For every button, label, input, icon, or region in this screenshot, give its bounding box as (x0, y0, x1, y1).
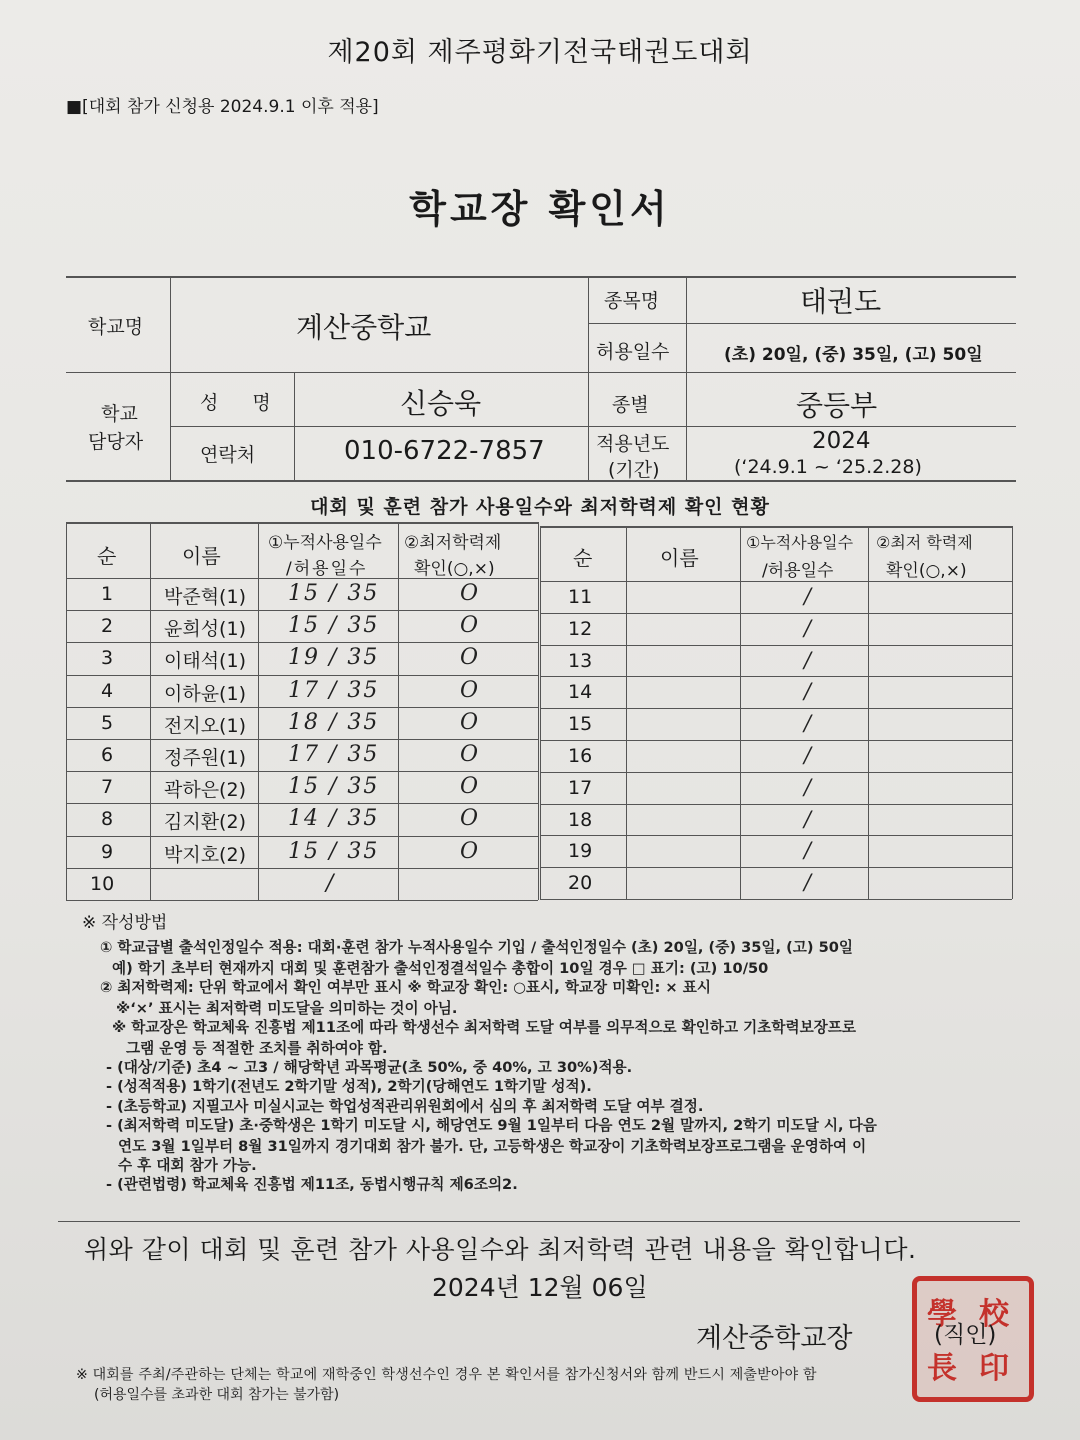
grid-line (540, 676, 1012, 677)
grid-line (626, 526, 627, 899)
row-number: 11 (568, 586, 593, 608)
header-check-left-1: ②최저학력제 (404, 533, 502, 553)
days-entry: 17 / 35 (288, 742, 380, 767)
footer-note-1: ※ 대회를 주최/주관하는 단체는 학교에 재학중인 학생선수인 경우 본 확인서를 참가신청서와 함께 반드시 제출받아야 함 (76, 1367, 817, 1383)
student-name: 김지환(2) (164, 811, 246, 834)
grid-line (540, 581, 1012, 582)
method-line: ※‘×’ 표시는 최저학력 미도달을 의미하는 것이 아님. (116, 1000, 458, 1017)
header-check-right-2: 확인(○,×) (886, 561, 967, 581)
grid-line (398, 522, 399, 900)
grid-line (66, 836, 538, 837)
method-line: - (관련법령) 학교체육 진흥법 제11조, 동법시행규칙 제6조의2. (106, 1176, 518, 1193)
grid-line (150, 522, 151, 900)
school-value: 계산중학교 (296, 311, 432, 344)
header-name-right: 이름 (660, 546, 699, 570)
grid-line (540, 613, 1012, 614)
year-label-1: 적용년도 (596, 433, 670, 455)
document-title: 학교장 확인서 (409, 187, 671, 231)
row-number: 10 (90, 872, 115, 895)
header-check-left-2: 확인(○,×) (414, 559, 495, 579)
header-days-left-1: ①누적사용일수 (268, 533, 382, 553)
grid-line (540, 526, 1012, 528)
grid-line (66, 642, 538, 643)
student-name: 윤희성(1) (164, 618, 246, 641)
days-entry: 18 / 35 (288, 709, 380, 735)
grid-line (868, 526, 869, 899)
check-mark: O (460, 709, 479, 735)
method-heading: ※ 작성방법 (82, 913, 168, 933)
row-number: 4 (101, 679, 114, 702)
days-entry: 15 / 35 (288, 613, 380, 639)
grid-line (66, 868, 538, 869)
allowed-label: 허용일수 (596, 341, 670, 363)
header-no-right: 순 (573, 546, 593, 570)
name-label: 성 명 (200, 392, 285, 414)
confirmation-statement: 위와 같이 대회 및 훈련 참가 사용일수와 최저학력 관련 내용을 확인합니다. (84, 1235, 917, 1264)
student-name: 곽하은(2) (164, 779, 246, 802)
year-label-2: (기간) (608, 459, 660, 481)
student-name: 이하윤(1) (164, 682, 246, 705)
division-label: 종별 (612, 394, 649, 416)
event-value: 태권도 (800, 285, 882, 318)
row-number: 20 (568, 872, 593, 895)
grid-line (540, 899, 1012, 900)
row-number: 1 (101, 583, 114, 605)
check-mark: O (460, 742, 479, 767)
days-entry: / (804, 615, 812, 640)
days-entry: / (804, 743, 812, 767)
days-entry: / (804, 774, 812, 799)
method-line: - (대상/기준) 초4 ~ 고3 / 해당학년 과목평균(초 50%, 중 40%, 고 30%)적용. (106, 1059, 633, 1076)
header-no-left: 순 (97, 544, 117, 568)
grid-line (540, 867, 1012, 868)
check-mark: O (460, 613, 479, 639)
days-entry: / (804, 870, 812, 895)
row-number: 12 (568, 617, 593, 640)
method-line: ① 학교급별 출석인정일수 적용: 대회·훈련 참가 누적사용일수 기입 / 출석인정일수 (초) 20일, (중) 35일, (고) 50일 (100, 939, 854, 956)
official-seal: 學 校 長 印 (912, 1276, 1034, 1402)
principal-title: 계산중학교장 (696, 1323, 853, 1354)
method-line: ※ 학교장은 학교체육 진흥법 제11조에 따라 학생선수 최저학력 도달 여부를 의무적으로 확인하고 기초학력보장프로 (112, 1019, 856, 1036)
name-value: 신승욱 (400, 387, 482, 420)
grid-line (66, 675, 538, 676)
row-number: 17 (568, 776, 593, 799)
row-number: 6 (101, 744, 114, 766)
days-entry: / (804, 806, 812, 831)
header-check-right-1: ②최저 학력제 (876, 533, 973, 552)
check-mark: O (460, 806, 479, 832)
days-entry: 15 / 35 (288, 581, 380, 606)
student-name: 정주원(1) (164, 747, 246, 769)
row-number: 9 (101, 840, 114, 863)
row-number: 8 (101, 808, 114, 831)
grid-line (66, 771, 538, 772)
grid-line (66, 900, 538, 901)
days-entry: 14 / 35 (288, 806, 380, 832)
check-mark: O (460, 645, 479, 671)
check-mark: O (460, 677, 479, 703)
days-entry: 19 / 35 (288, 645, 380, 671)
grid-line (740, 526, 741, 899)
period-value: (‘24.9.1 ~ ‘25.2.28) (734, 456, 922, 478)
student-name: 박지호(2) (164, 843, 246, 866)
grid-line (66, 739, 538, 740)
method-line: - (최저학력 미도달) 초·중학생은 1학기 미도달 시, 해당연도 9월 1일부터 다음 연도 2월 말까지, 2학기 미도달 시, 다음 (106, 1117, 877, 1134)
row-number: 14 (568, 681, 593, 704)
row-number: 18 (568, 808, 593, 831)
grid-line (540, 645, 1012, 646)
grid-line (66, 522, 67, 900)
method-line: - (성적적용) 1학기(전년도 2학기말 성적), 2학기(당해연도 1학기말 성적). (106, 1078, 592, 1095)
grid-line (66, 522, 538, 524)
grid-line (66, 610, 538, 611)
row-number: 15 (568, 713, 593, 736)
row-number: 7 (101, 776, 114, 799)
allowed-value: (초) 20일, (중) 35일, (고) 50일 (724, 345, 983, 365)
grid-line (258, 522, 259, 900)
student-name: 이태석(1) (164, 650, 246, 673)
days-entry: / (326, 870, 336, 896)
year-value: 2024 (812, 428, 871, 454)
row-number: 3 (101, 647, 114, 670)
check-mark: O (460, 774, 479, 800)
apply-note: ■[대회 참가 신청용 2024.9.1 이후 적용] (66, 97, 379, 117)
row-number: 13 (568, 649, 593, 672)
header-days-left-2: /허용일수 (286, 559, 368, 579)
footer-note-2: (허용일수를 초과한 대회 참가는 불가함) (94, 1387, 340, 1403)
days-entry: 15 / 35 (288, 774, 380, 800)
grid-line (540, 740, 1012, 741)
division-value: 중등부 (796, 389, 878, 422)
student-name: 박준혁(1) (164, 586, 246, 608)
check-mark: O (460, 838, 479, 864)
header-days-right-2: /허용일수 (762, 561, 834, 581)
days-entry: / (804, 838, 812, 863)
days-entry: / (804, 679, 812, 704)
grid-line (1012, 526, 1013, 899)
grid-line (540, 835, 1012, 836)
contact-label: 연락처 (200, 444, 256, 466)
school-label: 학교명 (88, 316, 144, 338)
method-line: 그램 운영 등 적절한 조치를 취하여야 함. (126, 1040, 388, 1057)
method-line: - (초등학교) 지필고사 미실시교는 학업성적관리위원회에서 심의 후 최저학력 도달 여부 결정. (106, 1098, 704, 1115)
contact-value: 010-6722-7857 (344, 436, 545, 466)
table-caption: 대회 및 훈련 참가 사용일수와 최저학력제 확인 현황 (310, 496, 770, 518)
grid-line (538, 522, 539, 900)
days-entry: / (804, 711, 812, 736)
grid-line (540, 526, 541, 899)
method-line: ② 최저학력제: 단위 학교에서 확인 여부만 표시 ※ 학교장 확인: ○표시, 학교장 미확인: × 표시 (100, 979, 711, 996)
manager-label: 학교 담당자 (88, 403, 144, 453)
confirmation-date: 2024년 12월 06일 (432, 1273, 648, 1302)
grid-line (540, 772, 1012, 773)
days-entry: / (804, 584, 812, 608)
grid-line (540, 804, 1012, 805)
grid-line (540, 708, 1012, 709)
check-mark: O (460, 581, 479, 606)
row-number: 16 (568, 745, 593, 767)
days-entry: 15 / 35 (288, 838, 380, 864)
days-entry: / (804, 647, 812, 672)
event-label: 종목명 (604, 290, 660, 312)
days-entry: 17 / 35 (288, 677, 380, 703)
header-name-left: 이름 (182, 544, 221, 568)
grid-line (66, 803, 538, 804)
row-number: 19 (568, 840, 593, 863)
method-line: 예) 학기 초부터 현재까지 대회 및 훈련참가 출석인정결석일수 총합이 10일 경우 □ 표기: (고) 10/50 (112, 960, 769, 977)
row-number: 2 (101, 615, 114, 638)
header-days-right-1: ①누적사용일수 (746, 533, 854, 552)
row-number: 5 (101, 711, 114, 734)
student-name: 전지오(1) (164, 714, 246, 737)
method-line: 연도 3월 1일부터 8월 31일까지 경기대회 참가 불가. 단, 고등학생은 학교장이 기초학력보장프로그램을 운영하여 이 (118, 1138, 867, 1155)
event-title: 제20회 제주평화기전국태권도대회 (327, 37, 753, 68)
method-line: 수 후 대회 참가 가능. (118, 1157, 257, 1174)
seal-label: (직인) (934, 1322, 997, 1348)
grid-line (66, 707, 538, 708)
